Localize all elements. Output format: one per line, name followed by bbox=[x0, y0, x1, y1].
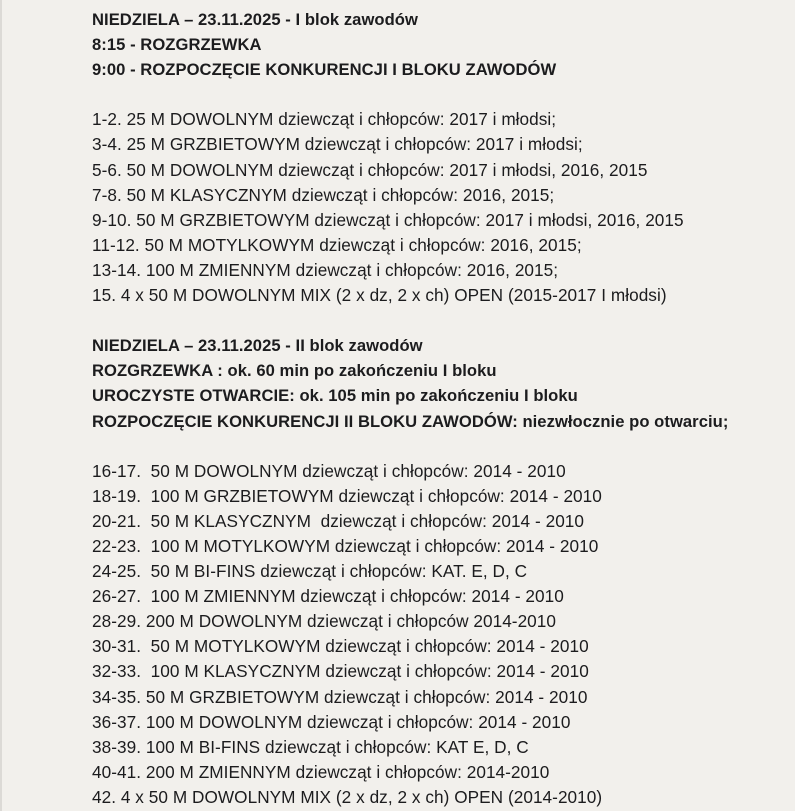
block-2-event-list bbox=[92, 459, 792, 810]
event-item: 34-35. 50 M GRZBIETOWYM dziewcząt i chłopców: 2014 - 2010 bbox=[92, 686, 588, 707]
event-item: 26-27. 100 M ZMIENNYM dziewcząt i chłopców: 2014 - 2010 bbox=[92, 586, 564, 607]
spacer bbox=[92, 82, 792, 107]
block-2-start-time: ROZPOCZĘCIE KONKURENCJI II BLOKU ZAWODÓW: niezwłocznie po otwarciu; bbox=[92, 411, 729, 431]
event-item: 1-2. 25 M DOWOLNYM dziewcząt i chłopców: 2017 i młodsi; bbox=[92, 109, 557, 130]
event-item: 18-19. 100 M GRZBIETOWYM dziewcząt i chłopców: 2014 - 2010 bbox=[92, 485, 602, 506]
spacer bbox=[92, 434, 792, 459]
event-item: 32-33. 100 M KLASYCZNYM dziewcząt i chłopców: 2014 - 2010 bbox=[92, 661, 589, 682]
block-2-title: NIEDZIELA – 23.11.2025 - II blok zawodów bbox=[92, 336, 423, 356]
event-item: 3-4. 25 M GRZBIETOWYM dziewcząt i chłopców: 2017 i młodsi; bbox=[92, 134, 583, 155]
event-item: 40-41. 200 M ZMIENNYM dziewcząt i chłopców: 2014-2010 bbox=[92, 761, 550, 782]
event-item: 42. 4 x 50 M DOWOLNYM MIX (2 x dz, 2 x ch) OPEN (2014-2010) bbox=[92, 786, 603, 807]
event-item: 9-10. 50 M GRZBIETOWYM dziewcząt i chłopców: 2017 i młodsi, 2016, 2015 bbox=[92, 209, 684, 230]
block-1-warmup-time: 8:15 - ROZGRZEWKA bbox=[92, 35, 262, 55]
event-item: 38-39. 100 M BI-FINS dziewcząt i chłopców: KAT E, D, C bbox=[92, 736, 529, 757]
event-item: 7-8. 50 M KLASYCZNYM dziewcząt i chłopców: 2016, 2015; bbox=[92, 184, 555, 205]
event-item: 15. 4 x 50 M DOWOLNYM MIX (2 x dz, 2 x ch) OPEN (2015-2017 I młodsi) bbox=[92, 285, 667, 306]
event-item: 24-25. 50 M BI-FINS dziewcząt i chłopców: KAT. E, D, C bbox=[92, 561, 528, 582]
block-1-start-time: 9:00 - ROZPOCZĘCIE KONKURENCJI I BLOKU ZAWODÓW bbox=[92, 60, 557, 80]
block-2-section bbox=[92, 333, 792, 810]
event-item: 22-23. 100 M MOTYLKOWYM dziewcząt i chłopców: 2014 - 2010 bbox=[92, 535, 599, 556]
block-2-opening-ceremony: UROCZYSTE OTWARCIE: ok. 105 min po zakończeniu I bloku bbox=[92, 386, 578, 406]
event-item: 11-12. 50 M MOTYLKOWYM dziewcząt i chłopców: 2016, 2015; bbox=[92, 234, 582, 255]
event-item: 16-17. 50 M DOWOLNYM dziewcząt i chłopców: 2014 - 2010 bbox=[92, 460, 566, 481]
block-1-title: NIEDZIELA – 23.11.2025 - I blok zawodów bbox=[92, 10, 418, 29]
event-item: 20-21. 50 M KLASYCZNYM dziewcząt i chłopców: 2014 - 2010 bbox=[92, 510, 585, 531]
event-item: 28-29. 200 M DOWOLNYM dziewcząt i chłopców 2014-2010 bbox=[92, 611, 557, 632]
competition-schedule bbox=[92, 7, 792, 810]
page-left-border bbox=[0, 0, 2, 811]
spacer bbox=[92, 308, 792, 333]
block-1-event-list bbox=[92, 107, 792, 308]
event-item: 30-31. 50 M MOTYLKOWYM dziewcząt i chłopców: 2014 - 2010 bbox=[92, 636, 589, 657]
block-2-warmup-time: ROZGRZEWKA : ok. 60 min po zakończeniu I bloku bbox=[92, 361, 497, 381]
event-item: 36-37. 100 M DOWOLNYM dziewcząt i chłopców: 2014 - 2010 bbox=[92, 711, 571, 732]
event-item: 5-6. 50 M DOWOLNYM dziewcząt i chłopców: 2017 i młodsi, 2016, 2015 bbox=[92, 159, 648, 180]
event-item: 13-14. 100 M ZMIENNYM dziewcząt i chłopców: 2016, 2015; bbox=[92, 259, 559, 280]
block-1-section bbox=[92, 7, 792, 308]
